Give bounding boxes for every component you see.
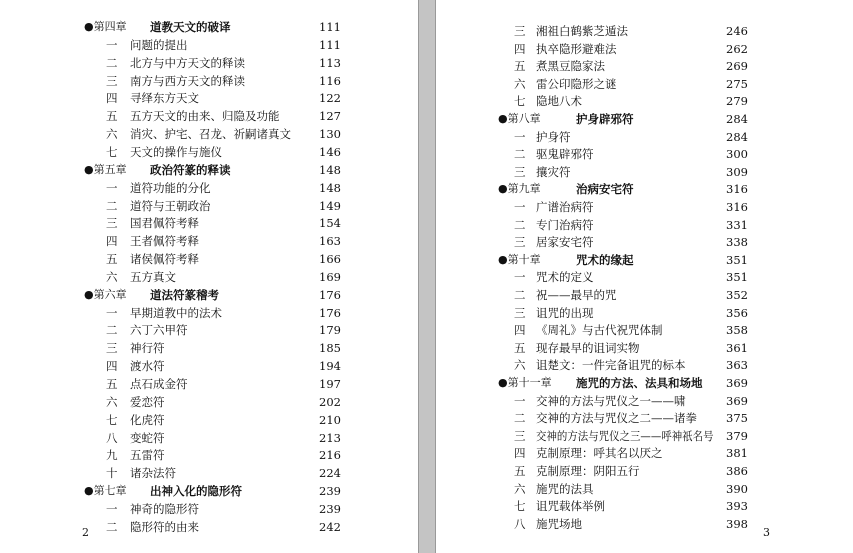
toc-entry-number: ●第十一章 [498,376,552,389]
toc-section-row [436,304,853,322]
toc-entry-page: 213 [319,430,341,445]
toc-section-row [436,40,853,58]
toc-entry-page: 224 [319,466,341,481]
toc-section-row [436,57,853,75]
toc-entry-title: 广谱治病符 [536,200,594,214]
toc-section-row [436,198,853,216]
toc-section-row [436,92,853,110]
toc-section-row [436,321,853,339]
toc-entry-page: 331 [726,217,748,232]
toc-section-row [436,480,853,498]
toc-entry-page: 194 [319,359,341,374]
toc-entry-title: 诸杂法符 [130,466,176,481]
toc-entry-title: 神奇的隐形符 [130,501,199,516]
toc-entry-number: 二 [514,411,526,426]
toc-entry-page: 163 [319,234,341,249]
toc-section-row [0,250,418,268]
toc-entry-page: 239 [319,484,341,499]
toc-entry-title: 隐形符的由来 [130,519,199,534]
toc-entry-title: 交神的方法与咒仪之二——诸拳 [536,411,697,426]
toc-entry-page: 169 [319,269,341,284]
toc-entry-page: 242 [319,519,341,534]
toc-entry-title: 国君佩符考释 [130,216,199,231]
toc-entry-title: 护身辟邪符 [576,112,634,126]
toc-entry-number: 八 [514,516,526,531]
toc-entry-number: 七 [514,94,526,109]
toc-section-row [0,429,418,447]
toc-entry-page: 148 [319,162,341,177]
toc-entry-title: 早期道教中的法术 [130,305,222,320]
toc-entry-page: 122 [319,91,341,106]
toc-entry-number: 四 [106,91,118,106]
toc-section-row [0,375,418,393]
toc-entry-number: 二 [514,147,526,162]
toc-entry-number: 四 [106,359,118,374]
toc-entry-page: 130 [319,127,341,142]
toc-section-row [436,356,853,374]
toc-entry-number: 五 [106,109,118,124]
toc-entry-page: 284 [726,129,748,144]
toc-entry-number: 五 [514,464,526,478]
toc-chapter-row [0,161,418,179]
toc-entry-title: 煮黑豆隐家法 [536,59,605,74]
toc-entry-title: 交神的方法与咒仪之三——呼神祇名号 [536,428,714,443]
toc-entry-number: 一 [106,501,118,516]
toc-entry-page: 375 [726,411,748,426]
toc-section-row [436,497,853,515]
toc-section-row [0,321,418,339]
toc-entry-number: 三 [514,235,526,250]
toc-entry-number: 三 [514,164,526,179]
toc-entry-page: 113 [319,55,341,70]
toc-entry-page: 116 [319,73,341,88]
toc-entry-page: 300 [726,147,748,162]
toc-chapter-row [436,180,853,198]
toc-entry-title: 南方与西方天文的释读 [130,73,245,88]
toc-section-row [0,500,418,518]
toc-section-row [0,446,418,464]
toc-section-row [436,268,853,286]
toc-entry-page: 154 [319,216,341,231]
toc-section-row [436,444,853,462]
toc-entry-number: 七 [106,412,118,427]
toc-section-row [436,286,853,304]
toc-entry-title: 攘灾符 [536,164,571,179]
toc-entry-number: 五 [106,252,118,267]
toc-entry-number: 六 [514,76,526,91]
toc-entry-number: ●第五章 [84,162,127,176]
toc-entry-number: 二 [106,198,118,213]
toc-entry-number: 五 [514,59,526,74]
toc-entry-page: 369 [726,393,748,408]
toc-entry-title: 天文的操作与施仪 [130,144,222,159]
toc-entry-title: 点石成金符 [130,377,188,391]
right-page [436,0,853,553]
toc-entry-number: ●第八章 [498,112,541,125]
toc-entry-page: 185 [319,341,341,356]
toc-entry-page: 246 [726,24,748,38]
toc-entry-title: 出神入化的隐形符 [150,484,242,499]
toc-entry-number: ●第七章 [84,484,127,498]
toc-entry-page: 111 [319,37,341,52]
toc-section-row [436,145,853,163]
toc-entry-number: 二 [106,55,118,70]
toc-entry-title: 诅咒的出现 [536,305,594,320]
toc-entry-title: 消灾、护宅、召龙、祈嗣诸真文 [130,127,291,142]
toc-entry-number: 三 [514,24,526,38]
toc-chapter-row [436,374,853,392]
toc-entry-title: 五方天文的由来、归隐及功能 [130,109,280,124]
toc-entry-title: 爱恋符 [130,394,165,409]
toc-entry-title: 施咒的方法、法具和场地 [576,376,703,390]
toc-section-row [0,304,418,322]
toc-entry-title: 克制原理：呼其名以厌之 [536,446,663,461]
toc-entry-title: 道法符篆稽考 [150,287,219,302]
toc-entry-number: 二 [514,288,526,302]
toc-entry-number: 三 [106,341,118,356]
toc-entry-number: 二 [514,217,526,232]
toc-section-row [0,107,418,125]
toc-entry-number: ●第四章 [84,20,127,33]
toc-entry-number: 七 [106,144,118,159]
toc-entry-title: 隐地八术 [536,94,582,109]
toc-entry-page: 398 [726,516,748,531]
toc-entry-title: 治病安宅符 [576,182,634,197]
toc-entry-page: 316 [726,182,748,197]
toc-entry-number: 三 [106,216,118,231]
toc-section-row [0,518,418,536]
toc-entry-number: 十 [106,466,118,481]
toc-entry-page: 352 [726,288,748,302]
toc-entry-title: 交神的方法与咒仪之一——啸 [536,393,686,408]
toc-entry-page: 149 [319,198,341,213]
toc-section-row [436,216,853,234]
toc-section-row [0,339,418,357]
toc-entry-title: 湘祖白鹤紫芝遁法 [536,24,628,38]
toc-entry-page: 216 [319,448,341,463]
toc-chapter-row [436,251,853,269]
toc-entry-title: 五方真文 [130,269,176,284]
toc-entry-page: 363 [726,358,748,373]
toc-entry-page: 202 [319,394,341,409]
toc-entry-number: 四 [514,41,526,56]
toc-entry-number: 三 [106,73,118,88]
toc-entry-title: 六丁六甲符 [130,323,188,338]
toc-entry-title: 现存最早的诅词实物 [536,340,640,355]
toc-chapter-row [0,18,418,36]
toc-entry-page: 179 [319,323,341,338]
toc-section-row [0,411,418,429]
toc-entry-number: 一 [106,305,118,320]
toc-entry-page: 316 [726,200,748,214]
toc-entry-page: 338 [726,235,748,250]
toc-section-row [0,357,418,375]
toc-section-row [0,232,418,250]
toc-entry-number: 七 [514,499,526,514]
page-number: 2 [82,526,89,539]
toc-entry-title: 神行符 [130,341,165,356]
toc-entry-number: 六 [106,269,118,284]
book-gutter [418,0,436,553]
toc-entry-number: 五 [514,340,526,355]
toc-entry-title: 祝——最早的咒 [536,288,617,302]
toc-entry-number: 一 [106,37,118,52]
toc-entry-number: 四 [106,234,118,249]
toc-entry-page: 358 [726,323,748,338]
toc-section-row [436,22,853,40]
toc-entry-number: 二 [106,323,118,338]
toc-section-row [436,233,853,251]
toc-entry-number: 三 [514,428,526,443]
toc-entry-title: 诅咒载体举例 [536,499,605,514]
toc-entry-number: 六 [106,127,118,142]
toc-entry-page: 284 [726,112,748,126]
toc-section-row [0,179,418,197]
toc-entry-page: 351 [726,270,748,285]
toc-section-row [0,268,418,286]
toc-entry-page: 239 [319,501,341,516]
toc-section-row [0,464,418,482]
toc-entry-title: 道教天文的破译 [150,20,231,34]
toc-entry-title: 驱鬼辟邪符 [536,147,594,162]
toc-section-row [0,197,418,215]
toc-section-row [436,75,853,93]
toc-entry-number: 四 [514,323,526,338]
toc-section-row [0,125,418,143]
toc-chapter-row [0,482,418,500]
toc-entry-number: 一 [514,129,526,144]
toc-chapter-row [436,110,853,128]
toc-entry-page: 176 [319,287,341,302]
toc-entry-number: 一 [514,393,526,408]
toc-entry-page: 262 [726,41,748,56]
toc-entry-number: ●第九章 [498,182,541,196]
toc-entry-page: 210 [319,412,341,427]
toc-entry-page: 356 [726,305,748,320]
toc-entry-number: 八 [106,430,118,445]
left-page [0,0,418,553]
toc-chapter-row [0,286,418,304]
toc-left [0,0,418,553]
toc-section-row [436,392,853,410]
toc-entry-title: 道符功能的分化 [130,180,211,195]
toc-entry-page: 361 [726,340,748,355]
toc-entry-page: 393 [726,499,748,514]
toc-section-row [0,393,418,411]
toc-section-row [0,143,418,161]
toc-entry-title: 问题的提出 [130,37,188,52]
toc-entry-page: 176 [319,305,341,320]
toc-entry-title: 五雷符 [130,448,165,463]
toc-section-row [0,54,418,72]
page-number: 3 [763,526,770,539]
toc-entry-title: 化虎符 [130,412,165,427]
toc-entry-page: 351 [726,252,748,267]
toc-entry-title: 变蛇符 [130,430,165,445]
toc-entry-title: 专门治病符 [536,217,594,232]
toc-right [436,0,853,553]
toc-entry-title: 诸侯佩符考释 [130,252,199,267]
toc-entry-title: 道符与王朝政治 [130,198,211,213]
toc-entry-page: 369 [726,376,748,390]
toc-entry-title: 北方与中方天文的释读 [130,55,245,70]
toc-entry-number: 三 [514,305,526,320]
toc-entry-title: 护身符 [536,129,571,144]
toc-entry-page: 197 [319,377,341,391]
toc-entry-number: 九 [106,448,118,463]
toc-entry-title: 诅楚文：一件完备诅咒的标本 [536,358,686,373]
toc-entry-page: 379 [726,428,748,443]
toc-entry-page: 390 [726,481,748,496]
toc-entry-number: 六 [106,394,118,409]
toc-entry-page: 269 [726,59,748,74]
toc-entry-title: 执卒隐形避难法 [536,41,617,56]
toc-entry-title: 施咒的法具 [536,481,594,496]
toc-section-row [436,462,853,480]
toc-entry-number: 一 [514,270,526,285]
toc-entry-number: ●第十章 [498,252,541,266]
toc-entry-title: 王者佩符考释 [130,234,199,249]
toc-entry-page: 275 [726,76,748,91]
toc-entry-title: 雷公印隐形之谜 [536,76,617,91]
toc-entry-number: 六 [514,358,526,373]
toc-entry-title: 寻绎东方天文 [130,91,199,106]
toc-entry-title: 咒术的定义 [536,270,594,285]
toc-entry-number: 一 [514,200,526,214]
toc-section-row [436,409,853,427]
toc-entry-page: 146 [319,144,341,159]
toc-entry-number: 六 [514,481,526,496]
toc-entry-page: 148 [319,180,341,195]
toc-section-row [436,427,853,445]
toc-entry-title: 渡水符 [130,359,165,374]
toc-entry-number: 四 [514,446,526,461]
toc-entry-number: ●第六章 [84,287,127,301]
toc-entry-number: 一 [106,180,118,195]
toc-section-row [0,214,418,232]
toc-entry-title: 施咒场地 [536,516,582,531]
toc-entry-page: 127 [319,109,341,124]
toc-section-row [436,128,853,146]
toc-section-row [0,36,418,54]
toc-entry-page: 386 [726,464,748,478]
toc-section-row [0,72,418,90]
toc-entry-number: 五 [106,377,118,391]
toc-entry-page: 166 [319,252,341,267]
toc-entry-title: 克制原理：阴阳五行 [536,464,640,478]
toc-section-row [436,163,853,181]
toc-section-row [436,339,853,357]
toc-entry-title: 《周礼》与古代祝咒体制 [536,323,663,338]
toc-entry-title: 居家安宅符 [536,235,594,250]
toc-section-row [0,89,418,107]
toc-entry-title: 咒术的缘起 [576,252,634,267]
toc-entry-page: 381 [726,446,748,461]
toc-entry-page: 111 [319,20,341,34]
toc-entry-page: 309 [726,164,748,179]
toc-section-row [436,515,853,533]
toc-entry-page: 279 [726,94,748,109]
toc-entry-number: 二 [106,519,118,534]
toc-entry-title: 政治符篆的释读 [150,162,231,177]
